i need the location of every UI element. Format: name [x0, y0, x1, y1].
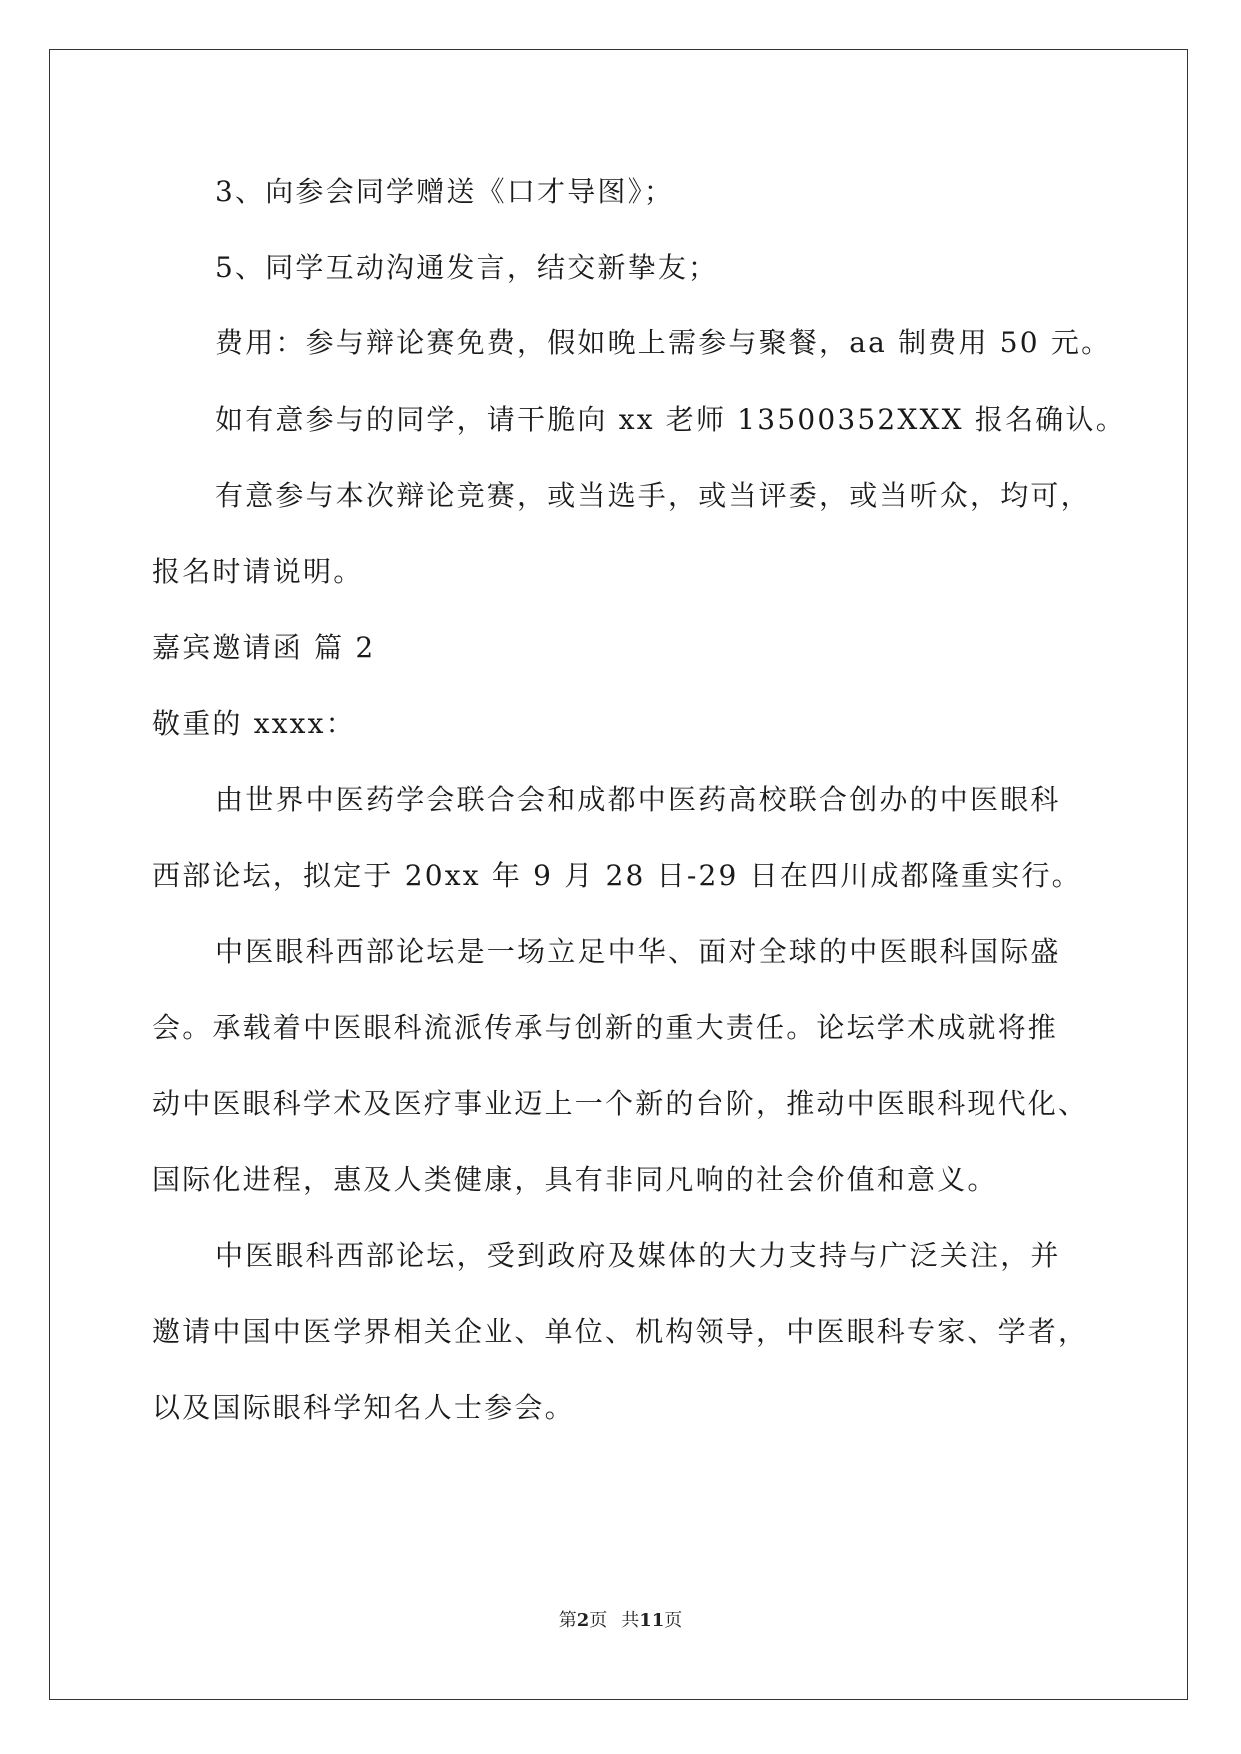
paragraph-support-line3: 以及国际眼科学知名人士参会。: [152, 1391, 575, 1424]
paragraph-intro-line2: 西部论坛，拟定于 20xx 年 9 月 28 日-29 日在四川成都隆重实行。: [152, 859, 1082, 892]
salutation: 敬重的 xxxx：: [152, 707, 356, 740]
paragraph-roles-line1: 有意参与本次辩论竞赛，或当选手，或当评委，或当听众，均可，: [215, 479, 1091, 512]
page-suffix: 页: [589, 1610, 608, 1631]
paragraph-forum-line3: 动中医眼科学术及医疗事业迈上一个新的台阶，推动中医眼科现代化、: [152, 1087, 1089, 1120]
list-item-interaction: 5、同学互动沟通发言，结交新挚友；: [215, 251, 719, 284]
paragraph-intro-line1: 由世界中医药学会联合会和成都中医药高校联合创办的中医眼科: [215, 783, 1061, 816]
paragraph-support-line1: 中医眼科西部论坛，受到政府及媒体的大力支持与广泛关注，并: [215, 1239, 1061, 1272]
section-heading: 嘉宾邀请函 篇 2: [152, 631, 376, 664]
current-page-number: 2: [576, 1610, 590, 1631]
paragraph-roles-line2: 报名时请说明。: [152, 555, 364, 588]
list-item-gift: 3、向参会同学赠送《口才导图》；: [215, 175, 675, 208]
page-prefix: 第: [558, 1610, 577, 1631]
paragraph-forum-line1: 中医眼科西部论坛是一场立足中华、面对全球的中医眼科国际盛: [215, 935, 1061, 968]
paragraph-forum-line4: 国际化进程，惠及人类健康，具有非同凡响的社会价值和意义。: [152, 1163, 998, 1196]
paragraph-fee: 费用：参与辩论赛免费，假如晚上需参与聚餐，aa 制费用 50 元。: [215, 326, 1112, 359]
paragraph-registration: 如有意参与的同学，请干脆向 xx 老师 13500352XXX 报名确认。: [215, 403, 1126, 436]
total-suffix: 页: [664, 1610, 683, 1631]
paragraph-support-line2: 邀请中国中医学界相关企业、单位、机构领导，中医眼科专家、学者，: [152, 1315, 1089, 1348]
total-prefix: 共: [621, 1610, 640, 1631]
page-footer: [0, 1609, 1241, 1633]
paragraph-forum-line2: 会。承载着中医眼科流派传承与创新的重大责任。论坛学术成就将推: [152, 1011, 1059, 1044]
total-page-number: 11: [639, 1610, 665, 1631]
